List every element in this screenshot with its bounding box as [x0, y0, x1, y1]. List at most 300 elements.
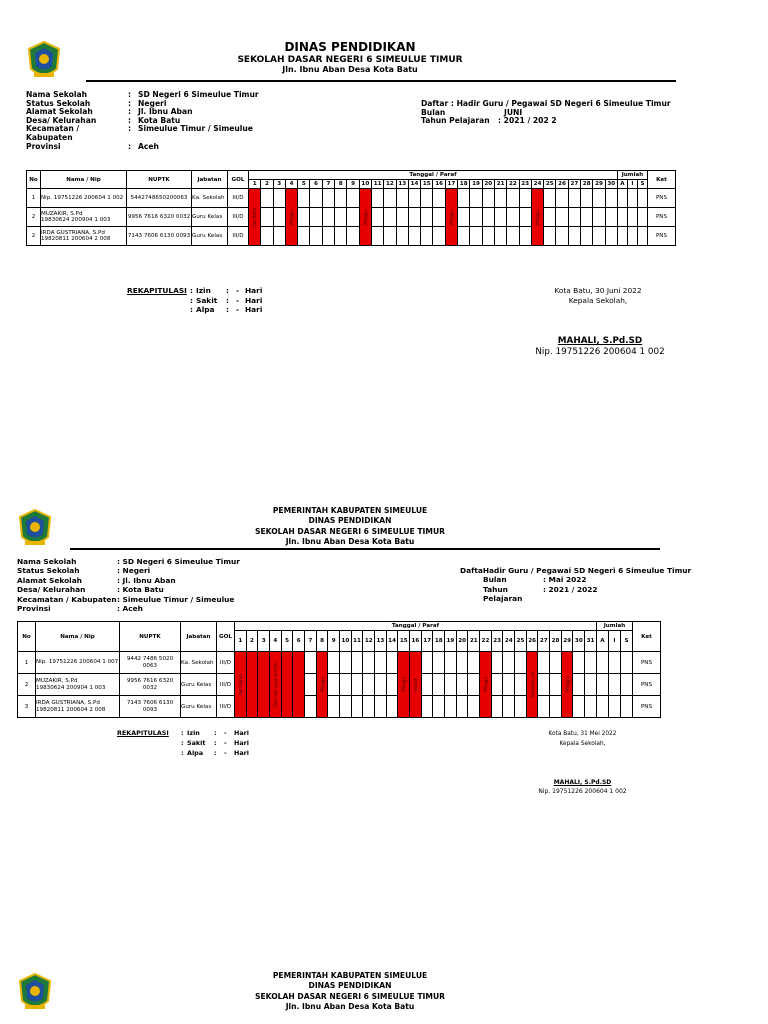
- paraf-cell[interactable]: [556, 227, 568, 246]
- daftar-value: Hadir Guru / Pegawai SD Negeri 6 Simeulue Timur: [456, 99, 671, 108]
- col-jumlah: Jumlah: [596, 622, 632, 631]
- cell-nuptk: 9956 7616 6320 0032: [120, 674, 181, 696]
- identity-row: [17, 595, 240, 604]
- day-header: 28: [550, 631, 562, 652]
- tahun-label: Tahun Pelajaran: [483, 584, 523, 604]
- daftar-value: Hadir Guru / Pegawai SD Negeri 6 Simeulue Timur: [482, 566, 692, 575]
- paraf-cell[interactable]: [568, 189, 580, 208]
- header-address: Jln. Ibnu Aban Desa Kota Batu: [282, 65, 418, 75]
- paraf-cell[interactable]: [581, 189, 593, 208]
- holiday-note: libur hari raya idul fitri: [272, 662, 278, 707]
- rekap-colon: :: [190, 295, 193, 305]
- paraf-cell[interactable]: [261, 208, 273, 227]
- day-header: 27: [568, 180, 580, 189]
- paraf-cell[interactable]: [396, 189, 408, 208]
- paraf-cell[interactable]: [347, 208, 359, 227]
- paraf-cell[interactable]: [433, 696, 445, 718]
- header-dinas: DINAS PENDIDIKAN: [308, 516, 392, 526]
- bulan-label: Bulan: [483, 575, 507, 585]
- rekap-sakit-label: Sakit: [196, 295, 218, 305]
- letterhead-1: [150, 41, 550, 74]
- identity-value: Simeulue Timur / Simeulue: [138, 124, 253, 134]
- paraf-cell[interactable]: [351, 652, 363, 674]
- cell-gol: III/D: [217, 652, 235, 674]
- paraf-cell[interactable]: [328, 696, 340, 718]
- paraf-cell[interactable]: [482, 227, 494, 246]
- paraf-cell[interactable]: [340, 652, 352, 674]
- letterhead-2: [180, 506, 520, 548]
- rekap-unit: Hari: [234, 749, 250, 757]
- holiday-note: Minggu: [362, 209, 368, 225]
- paraf-cell[interactable]: [261, 189, 273, 208]
- bulan-value: JUNI: [504, 107, 523, 117]
- rekap-izin-label: Izin: [196, 286, 211, 295]
- paraf-cell[interactable]: [384, 227, 396, 246]
- paraf-cell[interactable]: [507, 189, 519, 208]
- paraf-cell[interactable]: [538, 674, 550, 696]
- col-s: S: [620, 631, 632, 652]
- paraf-cell[interactable]: [573, 652, 585, 674]
- paraf-cell[interactable]: [482, 189, 494, 208]
- cell-jabatan: Ka. Sekolah: [192, 189, 228, 208]
- paraf-cell[interactable]: [408, 227, 420, 246]
- paraf-cell[interactable]: [363, 674, 375, 696]
- paraf-cell[interactable]: [519, 208, 531, 227]
- paraf-cell[interactable]: [322, 208, 334, 227]
- cell-ket: PNS: [633, 696, 661, 718]
- paraf-cell[interactable]: [503, 696, 515, 718]
- paraf-cell[interactable]: [396, 208, 408, 227]
- paraf-cell[interactable]: [298, 189, 310, 208]
- cell-gol: III/D: [228, 208, 249, 227]
- paraf-cell[interactable]: [593, 189, 605, 208]
- holiday-note: Minggu: [448, 209, 454, 225]
- day-header: 28: [581, 180, 593, 189]
- cell-a: [617, 189, 627, 208]
- paraf-cell[interactable]: [605, 189, 617, 208]
- identity-row: [17, 557, 240, 566]
- paraf-cell[interactable]: [456, 674, 468, 696]
- paraf-cell[interactable]: [456, 652, 468, 674]
- paraf-cell[interactable]: [573, 674, 585, 696]
- day-header: 5: [281, 631, 293, 652]
- cell-no: 2: [27, 227, 41, 246]
- bulan-value: : Mai 2022: [543, 575, 587, 585]
- paraf-cell[interactable]: [371, 227, 383, 246]
- cell-nama: [41, 208, 127, 227]
- paraf-cell[interactable]: [347, 227, 359, 246]
- day-header: 14: [386, 631, 398, 652]
- paraf-cell[interactable]: [605, 208, 617, 227]
- paraf-cell[interactable]: [328, 652, 340, 674]
- rekap-colon: :: [226, 286, 229, 295]
- paraf-cell[interactable]: [544, 227, 556, 246]
- paraf-cell[interactable]: [421, 696, 433, 718]
- paraf-cell[interactable]: [347, 189, 359, 208]
- paraf-cell[interactable]: [544, 189, 556, 208]
- paraf-cell[interactable]: [351, 696, 363, 718]
- rekap-unit: Hari: [245, 305, 263, 314]
- day-header: 30: [573, 631, 585, 652]
- holiday-cell: [359, 189, 371, 246]
- paraf-cell[interactable]: [408, 208, 420, 227]
- cell-i: [608, 674, 620, 696]
- cell-i: [608, 652, 620, 674]
- rekap-block-2: [117, 728, 249, 758]
- paraf-cell[interactable]: [538, 696, 550, 718]
- cell-a: [617, 208, 627, 227]
- paraf-cell[interactable]: [305, 674, 317, 696]
- rekap-colon: :: [190, 286, 193, 295]
- paraf-cell[interactable]: [386, 674, 398, 696]
- cell-gol: III/D: [217, 674, 235, 696]
- paraf-cell[interactable]: [491, 696, 503, 718]
- paraf-cell[interactable]: [515, 674, 527, 696]
- holiday-cell: [270, 652, 282, 718]
- signature-name-block-2: [520, 779, 645, 796]
- paraf-cell[interactable]: [581, 227, 593, 246]
- day-header: 29: [593, 180, 605, 189]
- identity-label: Alamat Sekolah: [26, 107, 93, 117]
- cell-gol: III/D: [228, 189, 249, 208]
- rekap-colon: :: [214, 749, 217, 757]
- paraf-cell[interactable]: [433, 208, 445, 227]
- paraf-cell[interactable]: [585, 696, 597, 718]
- signature-place-date: Kota Batu, 30 Juni 2022: [554, 286, 642, 295]
- identity-value: : Jl. Ibnu Aban: [117, 575, 176, 585]
- paraf-cell[interactable]: [507, 227, 519, 246]
- paraf-cell[interactable]: [375, 696, 387, 718]
- day-header: 21: [494, 180, 506, 189]
- paraf-cell[interactable]: [470, 227, 482, 246]
- holiday-note: Minggu: [534, 209, 540, 225]
- paraf-cell[interactable]: [550, 652, 562, 674]
- paraf-cell[interactable]: [593, 208, 605, 227]
- paraf-cell[interactable]: [335, 189, 347, 208]
- day-header: 26: [556, 180, 568, 189]
- header-pemkab: PEMERINTAH KABUPATEN SIMEULUE: [272, 971, 428, 980]
- holiday-note: Minggu: [319, 677, 325, 692]
- identity-row: [26, 125, 259, 142]
- cell-a: [617, 227, 627, 246]
- day-header: 22: [507, 180, 519, 189]
- cell-a: [596, 696, 608, 718]
- paraf-cell[interactable]: [593, 227, 605, 246]
- paraf-cell[interactable]: [310, 208, 322, 227]
- paraf-cell[interactable]: [273, 227, 285, 246]
- day-header: 3: [258, 631, 270, 652]
- paraf-cell[interactable]: [261, 227, 273, 246]
- cell-no: 1: [18, 652, 36, 674]
- col-jabatan: Jabatan: [192, 171, 228, 189]
- paraf-cell[interactable]: [458, 227, 470, 246]
- holiday-note: kenaikan isa: [529, 672, 535, 697]
- paraf-cell[interactable]: [556, 208, 568, 227]
- daftar-block-2: [460, 566, 691, 604]
- paraf-cell[interactable]: [363, 652, 375, 674]
- rekap-colon: :: [181, 739, 184, 747]
- col-gol: GOL: [228, 171, 249, 189]
- teacher-name: MUZAKIR, S.Pd: [36, 678, 78, 685]
- holiday-cell: [249, 189, 261, 246]
- col-ket: Ket: [648, 171, 676, 189]
- day-header: 13: [396, 180, 408, 189]
- identity-value: : Negeri: [117, 566, 151, 576]
- paraf-cell[interactable]: [386, 652, 398, 674]
- paraf-cell[interactable]: [568, 227, 580, 246]
- teacher-nip: 19820811 200604 2 008: [36, 706, 106, 713]
- paraf-cell[interactable]: [386, 696, 398, 718]
- paraf-cell[interactable]: [470, 208, 482, 227]
- paraf-cell[interactable]: [322, 189, 334, 208]
- cell-i: [627, 189, 637, 208]
- paraf-cell[interactable]: [298, 227, 310, 246]
- col-no: No: [27, 171, 41, 189]
- cell-jabatan: Guru Kelas: [192, 208, 228, 227]
- paraf-cell[interactable]: [550, 674, 562, 696]
- identity-label: Kecamatan / Kabupaten: [26, 124, 80, 142]
- col-ket: Ket: [633, 622, 661, 652]
- tahun-value: : 2021 / 202 2: [498, 116, 557, 126]
- paraf-cell[interactable]: [340, 674, 352, 696]
- rekap-colon: :: [181, 749, 184, 757]
- paraf-cell[interactable]: [396, 227, 408, 246]
- paraf-cell[interactable]: [433, 227, 445, 246]
- paraf-cell[interactable]: [494, 189, 506, 208]
- col-tanggal: Tanggal / Paraf: [235, 622, 597, 631]
- paraf-cell[interactable]: [458, 189, 470, 208]
- paraf-cell[interactable]: [340, 696, 352, 718]
- cell-s: [620, 696, 632, 718]
- col-jumlah: Jumlah: [617, 171, 647, 180]
- paraf-cell[interactable]: [322, 227, 334, 246]
- day-header: 4: [270, 631, 282, 652]
- paraf-cell[interactable]: [503, 652, 515, 674]
- paraf-cell[interactable]: [421, 652, 433, 674]
- paraf-cell[interactable]: [519, 189, 531, 208]
- paraf-cell[interactable]: [507, 208, 519, 227]
- holiday-cell: [398, 652, 410, 718]
- day-header: 17: [421, 631, 433, 652]
- col-s: S: [637, 180, 647, 189]
- paraf-cell[interactable]: [384, 189, 396, 208]
- signature-name: MAHALI, S.Pd.SD: [553, 779, 612, 786]
- paraf-cell[interactable]: [491, 652, 503, 674]
- day-header: 18: [458, 180, 470, 189]
- cell-i: [608, 696, 620, 718]
- tahun-value: : 2021 / 2022: [543, 584, 598, 594]
- paraf-cell[interactable]: [519, 227, 531, 246]
- paraf-cell[interactable]: [482, 208, 494, 227]
- day-header: 10: [359, 180, 371, 189]
- cell-a: [596, 652, 608, 674]
- paraf-cell[interactable]: [468, 674, 480, 696]
- cell-ket: PNS: [648, 189, 676, 208]
- paraf-cell[interactable]: [491, 674, 503, 696]
- paraf-cell[interactable]: [433, 189, 445, 208]
- day-header: 17: [445, 180, 457, 189]
- col-i: I: [608, 631, 620, 652]
- paraf-cell[interactable]: [568, 208, 580, 227]
- identity-row: [17, 576, 240, 585]
- day-header: 20: [456, 631, 468, 652]
- signature-block-2: [520, 730, 645, 749]
- cell-nuptk: 7143 7606 6130 0093: [120, 696, 181, 718]
- teacher-name: MUZAKIR, S.Pd: [41, 210, 83, 217]
- signature-name: MAHALI, S.Pd.SD: [557, 336, 643, 346]
- holiday-cell: [316, 652, 328, 718]
- day-header: 13: [375, 631, 387, 652]
- signature-role: Kepala Sekolah,: [559, 740, 606, 747]
- cell-ket: PNS: [648, 227, 676, 246]
- paraf-cell[interactable]: [273, 189, 285, 208]
- cell-jabatan: Guru Kelas: [192, 227, 228, 246]
- holiday-cell: [235, 652, 247, 718]
- identity-label: Alamat Sekolah: [17, 575, 82, 585]
- paraf-cell[interactable]: [468, 652, 480, 674]
- day-header: 14: [408, 180, 420, 189]
- cell-no: 2: [27, 208, 41, 227]
- holiday-note: Minggu: [482, 677, 488, 692]
- identity-value: : SD Negeri 6 Simeulue Timur: [117, 557, 240, 566]
- paraf-cell[interactable]: [433, 674, 445, 696]
- paraf-cell[interactable]: [468, 696, 480, 718]
- table-row: [27, 208, 676, 227]
- paraf-cell[interactable]: [305, 652, 317, 674]
- paraf-cell[interactable]: [494, 208, 506, 227]
- paraf-cell[interactable]: [384, 208, 396, 227]
- paraf-cell[interactable]: [371, 189, 383, 208]
- day-header: 9: [328, 631, 340, 652]
- paraf-cell[interactable]: [550, 696, 562, 718]
- header-address: Jln. Ibnu Aban Desa Kota Batu: [285, 537, 415, 547]
- paraf-cell[interactable]: [433, 652, 445, 674]
- paraf-cell[interactable]: [375, 652, 387, 674]
- col-jabatan: Jabatan: [181, 622, 217, 652]
- paraf-cell[interactable]: [458, 208, 470, 227]
- paraf-cell[interactable]: [408, 189, 420, 208]
- school-identity-2: [17, 557, 240, 613]
- paraf-cell[interactable]: [310, 189, 322, 208]
- header-pemkab: PEMERINTAH KABUPATEN SIMEULUE: [272, 506, 428, 515]
- cell-nama: [41, 227, 127, 246]
- day-header: 24: [531, 180, 543, 189]
- rekap-sakit-label: Sakit: [187, 739, 206, 747]
- emblem-logo-2: [17, 508, 53, 548]
- day-header: 23: [491, 631, 503, 652]
- paraf-cell[interactable]: [538, 652, 550, 674]
- paraf-cell[interactable]: [421, 227, 433, 246]
- holiday-note: Idul Adha: [252, 207, 258, 227]
- rekap-colon: :: [226, 305, 229, 314]
- rekap-unit: Hari: [234, 729, 250, 737]
- day-header: 26: [526, 631, 538, 652]
- paraf-cell[interactable]: [445, 674, 457, 696]
- paraf-cell[interactable]: [585, 674, 597, 696]
- paraf-cell[interactable]: [581, 208, 593, 227]
- paraf-cell[interactable]: [470, 189, 482, 208]
- emblem-logo-1: [26, 40, 62, 80]
- holiday-note: Minggu: [564, 677, 570, 692]
- holiday-cell: [561, 652, 573, 718]
- holiday-note: hari buruh: [237, 674, 243, 695]
- rekap-unit: Hari: [245, 286, 263, 295]
- col-nama: Nama / Nip: [41, 171, 127, 189]
- rekap-sakit-value: -: [236, 295, 240, 305]
- col-gol: GOL: [217, 622, 235, 652]
- col-nuptk: NUPTK: [127, 171, 192, 189]
- col-nama: Nama / Nip: [36, 622, 120, 652]
- paraf-cell[interactable]: [421, 208, 433, 227]
- paraf-cell[interactable]: [421, 674, 433, 696]
- paraf-cell[interactable]: [605, 227, 617, 246]
- emblem-logo-3: [17, 972, 53, 1012]
- paraf-cell[interactable]: [515, 652, 527, 674]
- paraf-cell[interactable]: [515, 696, 527, 718]
- paraf-cell[interactable]: [445, 696, 457, 718]
- identity-row: [17, 566, 240, 575]
- signature-place-date: Kota Batu, 31 Mei 2022: [548, 731, 617, 737]
- paraf-cell[interactable]: [273, 208, 285, 227]
- day-header: 12: [363, 631, 375, 652]
- day-header: 15: [398, 631, 410, 652]
- paraf-cell[interactable]: [305, 696, 317, 718]
- paraf-cell[interactable]: [351, 674, 363, 696]
- rekap-unit: Hari: [234, 739, 250, 747]
- paraf-cell[interactable]: [335, 227, 347, 246]
- paraf-cell[interactable]: [421, 189, 433, 208]
- identity-colon: :: [128, 90, 132, 99]
- paraf-cell[interactable]: [456, 696, 468, 718]
- holiday-cell: [293, 652, 305, 718]
- day-header: 25: [544, 180, 556, 189]
- identity-label: Nama Sekolah: [26, 90, 87, 99]
- holiday-note: Minggu: [289, 209, 295, 225]
- day-header: 21: [468, 631, 480, 652]
- table-row: [18, 652, 661, 674]
- day-header: 6: [310, 180, 322, 189]
- paraf-cell[interactable]: [585, 652, 597, 674]
- paraf-cell[interactable]: [573, 696, 585, 718]
- identity-value: Kota Batu: [138, 115, 181, 125]
- rekap-colon: :: [226, 295, 229, 305]
- cell-s: [620, 652, 632, 674]
- paraf-cell[interactable]: [335, 208, 347, 227]
- paraf-cell[interactable]: [494, 227, 506, 246]
- paraf-cell[interactable]: [445, 652, 457, 674]
- paraf-cell[interactable]: [544, 208, 556, 227]
- paraf-cell[interactable]: [556, 189, 568, 208]
- holiday-cell: [285, 189, 297, 246]
- bulan-label: Bulan: [421, 107, 446, 117]
- paraf-cell[interactable]: [310, 227, 322, 246]
- paraf-cell[interactable]: [328, 674, 340, 696]
- identity-label: Status Sekolah: [26, 98, 91, 108]
- paraf-cell[interactable]: [375, 674, 387, 696]
- col-nuptk: NUPTK: [120, 622, 181, 652]
- cell-nuptk: 7143 7606 6130 0093: [127, 227, 192, 246]
- identity-value: Negeri: [138, 98, 167, 108]
- paraf-cell[interactable]: [298, 208, 310, 227]
- day-header: 12: [384, 180, 396, 189]
- rekap-izin-value: -: [236, 286, 240, 295]
- col-tanggal: Tanggal / Paraf: [249, 171, 618, 180]
- paraf-cell[interactable]: [363, 696, 375, 718]
- rekap-colon: :: [214, 729, 217, 737]
- table-row: [27, 189, 676, 208]
- paraf-cell[interactable]: [371, 208, 383, 227]
- paraf-cell[interactable]: [503, 674, 515, 696]
